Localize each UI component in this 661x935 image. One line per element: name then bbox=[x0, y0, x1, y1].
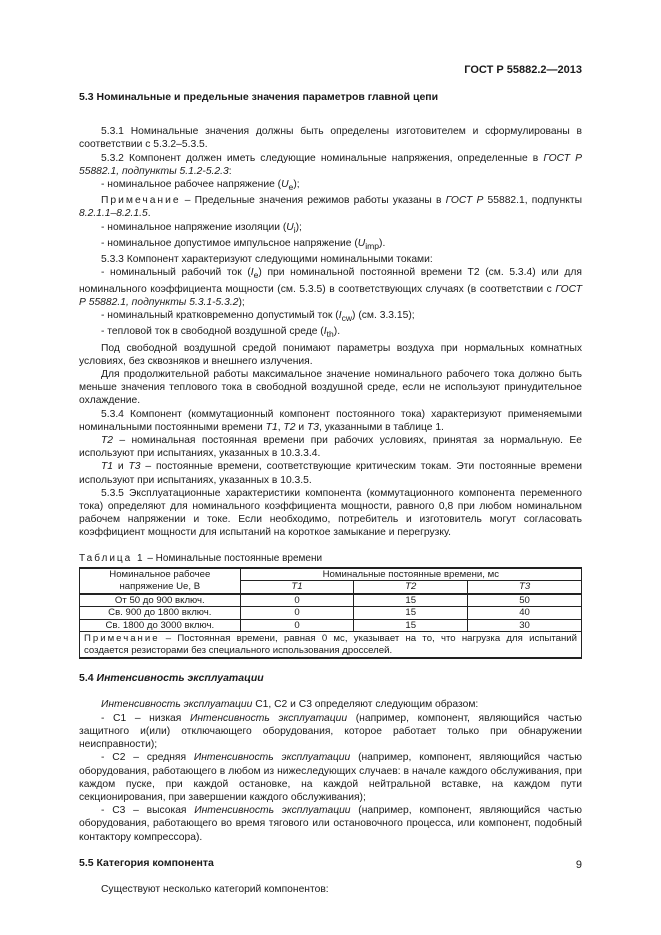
t1-cell: 0 bbox=[240, 607, 354, 620]
section-heading-5-5: 5.5 Категория компонента bbox=[79, 856, 214, 869]
paragraph-5-3-1: 5.3.1 Номинальные значения должны быть определены изготовителем и сформулированы в соответствии с 5.3.2–5.3.5. bbox=[79, 126, 582, 151]
t2-definition: T2 – номинальная постоянная времени при рабочих условиях, принятая за нормальную. Ее используют при испытаниях, указанных в 10.3.3.4. bbox=[79, 434, 582, 460]
table-row bbox=[80, 607, 582, 620]
t2-cell: 15 bbox=[354, 594, 468, 607]
component-categories-intro: Существуют несколько категорий компонентов: bbox=[101, 883, 329, 895]
thermal-current-item: - тепловой ток в свободной воздушной среде $(I_{th})$. bbox=[101, 326, 341, 340]
short-time-current-item: - номинальный кратковременно допустимый ток $(I_{cw})$ (см. 3.3.15); bbox=[101, 310, 415, 324]
insulation-voltage-item: - номинальное напряжение изоляции $(U_i)$; bbox=[101, 221, 302, 235]
intensity-c2: - С2 – средняя Интенсивность эксплуатации (например, компонент, являющийся частью оборудования, работающего в любом из нижеследующих случаев: в начале каждого обслуживания, при каждом пуске, при каждой остановке, на каждой нейтральной вставке, на каждом пути секционирования, при завершении каждого обслуживания); bbox=[79, 752, 582, 803]
voltage-range-cell: От 50 до 900 включ. bbox=[80, 594, 241, 607]
table-note: Примечание – Постоянная времени, равная 0 мс, указывает на то, что нагрузка для испытаний создается резисторами без специального использования дросселей. bbox=[80, 632, 582, 659]
rated-voltage-item: - номинальное рабочее напряжение $(U_e)$; bbox=[101, 179, 300, 193]
note-5-3-2: Примечание – Предельные значения режимов работы указаны в ГОСТ Р 55882.1, подпункты 8.2.1.1–8.2.1.5. bbox=[79, 195, 582, 220]
table-caption: Таблица 1 – Номинальные постоянные времени bbox=[79, 552, 323, 564]
t3-cell: 30 bbox=[468, 619, 582, 632]
document-id: ГОСТ Р 55882.2—2013 bbox=[464, 64, 582, 76]
table-row bbox=[80, 619, 582, 632]
voltage-column-header: Номинальное рабочее напряжение Ue, В bbox=[80, 568, 241, 594]
t1-cell: 0 bbox=[240, 619, 354, 632]
intensity-c3: - С3 – высокая Интенсивность эксплуатации (например, компонент, являющийся частью оборудования, работающего во время тягового или остановочного процесса, или компонент, подобный контактору компрессора). bbox=[79, 805, 582, 843]
t3-cell: 40 bbox=[468, 607, 582, 620]
paragraph-5-3-5: 5.3.5 Эксплуатационные характеристики компонента (коммутационного компонента переменного тока) определяют для номинального коэффициента мощности, равного 0,8 при любом номинальном рабочем напряжении и токе. Если необходимо, потребитель и изготовитель могут согласовать коэффициент мощности для испытаний на короткое замыкание и перегрузку. bbox=[79, 487, 582, 539]
paragraph-5-3-4: 5.3.4 Компонент (коммутационный компонент постоянного тока) характеризуют применяемыми номинальными постоянными времени T1, T2 и T3, указанными в таблице 1. bbox=[79, 408, 582, 433]
continuous-operation-text: Для продолжительной работы максимальное значение номинального рабочего тока должно быть меньше значения теплового тока в свободной воздушной среде, если не используют принудительное охлаждение. bbox=[79, 368, 582, 407]
section-heading-5-3: 5.3 Номинальные и предельные значения параметров главной цепи bbox=[79, 91, 439, 103]
impulse-voltage-item: - номинальное допустимое импульсное напряжение $(U_{imp})$. bbox=[101, 237, 386, 251]
paragraph-5-3-3: 5.3.3 Компонент характеризуют следующими номинальными токами: bbox=[101, 254, 433, 266]
header-t1: T1 bbox=[240, 581, 354, 594]
time-constants-table bbox=[79, 567, 582, 660]
header-t2: T2 bbox=[354, 581, 468, 594]
paragraph-5-3-2: 5.3.2 Компонент должен иметь следующие номинальные напряжения, определенные в ГОСТ Р 55882.1, подпункты 5.1.2-5.2.3: bbox=[79, 152, 582, 177]
t1-t3-definition: T1 и T3 – постоянные времени, соответствующие критическим токам. Эти постоянные времени используют при испытаниях, указанных в 10.3.5. bbox=[79, 461, 582, 486]
main-content bbox=[79, 91, 582, 896]
voltage-range-cell: Св. 1800 до 3000 включ. bbox=[80, 619, 241, 632]
table-header-row bbox=[80, 568, 582, 581]
time-constants-group-header: Номинальные постоянные времени, мс bbox=[240, 568, 581, 581]
table-note-row bbox=[80, 632, 582, 659]
t1-cell: 0 bbox=[240, 594, 354, 607]
t2-cell: 15 bbox=[354, 619, 468, 632]
intensity-c1: - С1 – низкая Интенсивность эксплуатации (например, компонент, являющийся частью защитного и(или) отключающего оборудования, которое работает только при обнаружении неисправности); bbox=[79, 712, 582, 751]
intensity-intro: Интенсивность эксплуатации С1, С2 и С3 определяют следующим образом: bbox=[101, 699, 479, 711]
section-heading-5-4: 5.4 Интенсивность эксплуатации bbox=[79, 672, 264, 685]
voltage-range-cell: Св. 900 до 1800 включ. bbox=[80, 607, 241, 620]
page-number: 9 bbox=[575, 859, 582, 871]
t3-cell: 50 bbox=[468, 594, 582, 607]
table-row bbox=[80, 594, 582, 607]
header-t3: T3 bbox=[468, 581, 582, 594]
free-air-definition: Под свободной воздушной средой понимают параметры воздуха при нормальных комнатных условиях, без сквозняков и внешнего излучения. bbox=[79, 342, 582, 367]
t2-cell: 15 bbox=[354, 607, 468, 620]
rated-current-item: - номинальный рабочий ток $(I_e)$ при номинальной постоянной времени Т2 (см. 5.3.4) или для номинального коэффициента мощности (см. 5.3.5) в соответствующих случаях (в соответствии с ГОСТ Р 55882.1, подпункты 5.3.1-5.3.2); bbox=[79, 267, 583, 308]
